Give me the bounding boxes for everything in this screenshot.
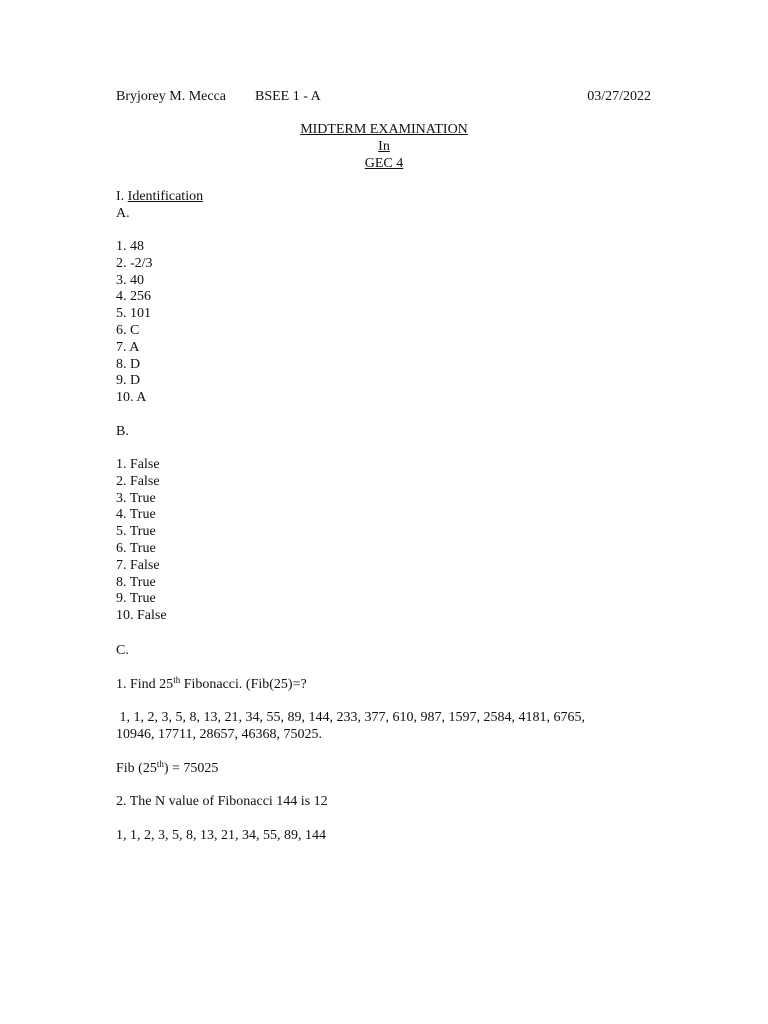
course-section: BSEE 1 - A	[255, 89, 321, 104]
answer-1	[116, 760, 218, 777]
fibonacci-sequence-line-2: 10946, 17711, 28657, 46368, 75025.	[116, 727, 322, 742]
question-1-prefix: 1. Find 25	[116, 677, 174, 692]
list-item: 9. D	[116, 373, 141, 389]
part-a-label: A.	[116, 206, 130, 221]
section-numeral: I.	[116, 189, 128, 204]
fibonacci-sequence-2: 1, 1, 2, 3, 5, 8, 13, 21, 34, 55, 89, 144	[116, 828, 326, 843]
exam-title-in	[0, 138, 768, 155]
section-heading-text: Identification	[127, 189, 204, 204]
list-item: 1. False	[116, 457, 160, 472]
exam-title-text: MIDTERM EXAMINATION	[300, 122, 468, 137]
list-item: 6. True	[116, 540, 156, 556]
list-item: 2. -2/3	[116, 255, 153, 271]
section-heading	[116, 188, 203, 205]
exam-title-in-text: In	[378, 139, 390, 154]
question-1-suffix: Fibonacci. (Fib(25)=?	[180, 677, 307, 692]
exam-subject	[0, 155, 768, 172]
exam-date: 03/27/2022	[587, 89, 651, 104]
list-item: 7. A	[116, 339, 140, 355]
answer-1-sup: th	[156, 759, 164, 769]
list-item: 7. False	[116, 557, 160, 573]
list-item: 5. True	[116, 524, 156, 540]
list-item: 3. 40	[116, 272, 144, 288]
list-item: 10. False	[116, 608, 167, 624]
list-item: 1. 48	[116, 239, 144, 254]
fibonacci-sequence-line-1: 1, 1, 2, 3, 5, 8, 13, 21, 34, 55, 89, 144, 233, 377, 610, 987, 1597, 2584, 4181, 6765,	[116, 710, 585, 725]
exam-title	[0, 121, 768, 138]
list-item: 3. True	[116, 490, 156, 506]
answer-1-suffix: ) = 75025	[163, 761, 219, 776]
exam-subject-text: GEC 4	[364, 156, 404, 171]
question-2: 2. The N value of Fibonacci 144 is 12	[116, 794, 328, 809]
part-b-label: B.	[116, 424, 129, 439]
question-1	[116, 676, 307, 693]
list-item: 9. True	[116, 591, 156, 607]
part-b-answers	[116, 457, 167, 625]
list-item: 6. C	[116, 322, 140, 338]
list-item: 8. True	[116, 574, 156, 590]
list-item: 8. D	[116, 356, 141, 372]
list-item: 2. False	[116, 473, 160, 489]
question-1-sup: th	[173, 675, 181, 685]
list-item: 10. A	[116, 390, 147, 406]
student-name: Bryjorey M. Mecca	[116, 89, 227, 104]
list-item: 4. 256	[116, 289, 151, 305]
part-a-answers	[116, 239, 153, 407]
list-item: 4. True	[116, 507, 156, 523]
list-item: 5. 101	[116, 306, 151, 322]
answer-1-prefix: Fib (25	[116, 761, 157, 776]
part-c-label: C.	[116, 643, 129, 658]
